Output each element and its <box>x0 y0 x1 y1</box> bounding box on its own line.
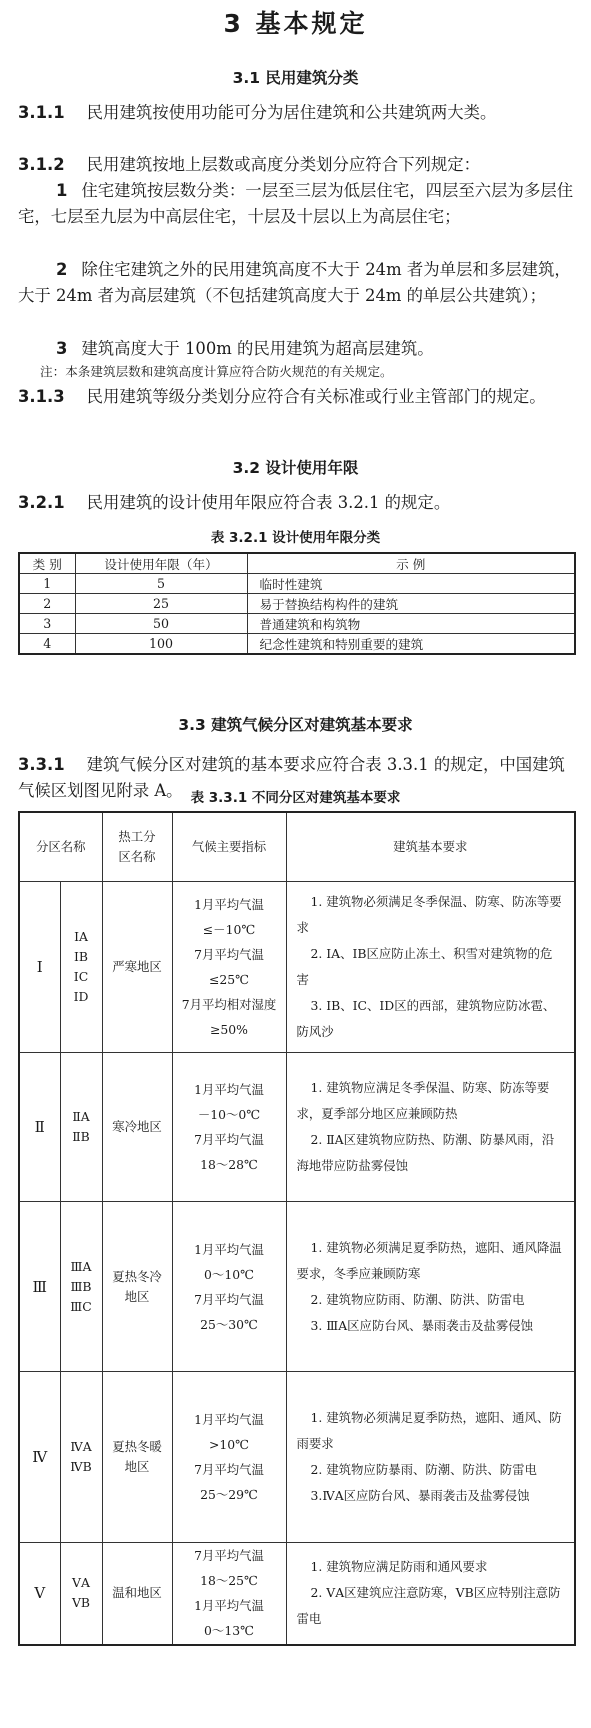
zone-name: Ⅲ <box>19 1202 60 1372</box>
clause-text: 民用建筑的设计使用年限应符合表 3.2.1 的规定。 <box>86 493 451 512</box>
item-number: 1 <box>56 181 68 200</box>
clause-number: 3.1.1 <box>18 103 65 122</box>
table-cell: 1 <box>19 574 75 594</box>
table-cell: 100 <box>75 634 247 655</box>
clause-3-2-1 <box>18 490 578 516</box>
clause-text: 民用建筑按使用功能可分为居住建筑和公共建筑两大类。 <box>86 103 497 122</box>
thermal-zone: 严寒地区 <box>102 882 172 1053</box>
table-row <box>19 1202 575 1372</box>
table-cell: 2 <box>19 594 75 614</box>
column-header: 示 例 <box>247 553 575 574</box>
table-row <box>19 594 575 614</box>
clause-number: 3.2.1 <box>18 493 65 512</box>
table-cell: 普通建筑和构筑物 <box>247 614 575 634</box>
clause-text: 建筑气候分区对建筑的基本要求应符合表 3.3.1 的规定，中国建筑气候区划图见附录 A。 <box>18 755 565 800</box>
requirements: 1. 建筑物必须满足冬季保温、防寒、防冻等要求 2. ⅠA、ⅠB区应防止冻土、积雪对建筑物的危害 3. ⅠB、ⅠC、ⅠD区的西部，建筑物应防冰雹、防风沙 <box>286 882 575 1053</box>
item-text: 住宅建筑按层数分类：一层至三层为低层住宅，四层至六层为多层住宅，七层至九层为中高层住宅，十层及十层以上为高层住宅； <box>18 181 574 226</box>
requirements: 1. 建筑物必须满足夏季防热，遮阳、通风降温要求，冬季应兼顾防寒 2. 建筑物应防雨、防潮、防洪、防雷电 3. ⅢA区应防台风、暴雨袭击及盐雾侵蚀 <box>286 1202 575 1372</box>
sub-zones: ⅣA ⅣB <box>60 1372 102 1543</box>
clause-3-1-2 <box>18 152 578 178</box>
column-header-requirements: 建筑基本要求 <box>286 812 575 882</box>
zone-name: Ⅰ <box>19 882 60 1053</box>
climate-indicators: 7月平均气温 18～25℃ 1月平均气温 0～13℃ <box>172 1543 286 1645</box>
list-item-2 <box>18 257 578 309</box>
section-3-2-title: 3.2 设计使用年限 <box>232 459 359 477</box>
table-row <box>19 1543 575 1645</box>
column-header-zone: 分区名称 <box>19 812 102 882</box>
column-header-climate: 气候主要指标 <box>172 812 286 882</box>
sub-zones: ⅠA ⅠB ⅠC ⅠD <box>60 882 102 1053</box>
thermal-zone: 夏热冬暖 地区 <box>102 1372 172 1543</box>
table-3-3-1-caption: 表 3.3.1 不同分区对建筑基本要求 <box>190 790 401 806</box>
sub-zones: ⅡA ⅡB <box>60 1053 102 1202</box>
item-text: 建筑高度大于 100m 的民用建筑为超高层建筑。 <box>81 339 434 358</box>
requirements: 1. 建筑物应满足防雨和通风要求 2. ⅤA区建筑应注意防寒，ⅤB区应特别注意防雷电 <box>286 1543 575 1645</box>
table-row <box>19 574 575 594</box>
sub-zones: ⅤA ⅤB <box>60 1543 102 1645</box>
clause-text: 民用建筑等级分类划分应符合有关标准或行业主管部门的规定。 <box>86 387 546 406</box>
list-item-1 <box>18 178 578 230</box>
table-cell: 3 <box>19 614 75 634</box>
table-3-3-1 <box>18 811 576 1646</box>
table-cell: 25 <box>75 594 247 614</box>
item-number: 3 <box>56 339 68 358</box>
chapter-title: 3 基本规定 <box>223 9 368 38</box>
table-cell: 50 <box>75 614 247 634</box>
climate-indicators: 1月平均气温 －10～0℃ 7月平均气温 18～28℃ <box>172 1053 286 1202</box>
table-cell: 临时性建筑 <box>247 574 575 594</box>
table-cell: 5 <box>75 574 247 594</box>
thermal-zone: 寒冷地区 <box>102 1053 172 1202</box>
table-cell: 纪念性建筑和特别重要的建筑 <box>247 634 575 655</box>
section-3-3-title: 3.3 建筑气候分区对建筑基本要求 <box>178 716 413 734</box>
column-header: 类 别 <box>19 553 75 574</box>
clause-number: 3.1.3 <box>18 387 65 406</box>
table-row <box>19 634 575 655</box>
list-item-3 <box>18 336 578 362</box>
item-number: 2 <box>56 260 68 279</box>
table-header-row <box>19 812 575 882</box>
climate-indicators: 1月平均气温 ≤－10℃ 7月平均气温 ≤25℃ 7月平均相对湿度 ≥50% <box>172 882 286 1053</box>
section-3-1-title: 3.1 民用建筑分类 <box>232 69 359 87</box>
table-3-2-1 <box>18 552 576 655</box>
clause-number: 3.3.1 <box>18 755 65 774</box>
clause-3-1-1 <box>18 100 578 126</box>
climate-indicators: 1月平均气温 0～10℃ 7月平均气温 25～30℃ <box>172 1202 286 1372</box>
thermal-zone: 温和地区 <box>102 1543 172 1645</box>
note: 注：本条建筑层数和建筑高度计算应符合防火规范的有关规定。 <box>40 364 393 379</box>
table-cell: 4 <box>19 634 75 655</box>
table-header-row <box>19 553 575 574</box>
table-cell: 易于替换结构构件的建筑 <box>247 594 575 614</box>
table-row <box>19 882 575 1053</box>
thermal-zone: 夏热冬冷 地区 <box>102 1202 172 1372</box>
table-row <box>19 1372 575 1543</box>
clause-number: 3.1.2 <box>18 155 65 174</box>
clause-3-1-3 <box>18 384 578 410</box>
item-text: 除住宅建筑之外的民用建筑高度不大于 24m 者为单层和多层建筑，大于 24m 者为高层建筑（不包括建筑高度大于 24m 的单层公共建筑）； <box>18 260 571 305</box>
table-row <box>19 614 575 634</box>
requirements: 1. 建筑物应满足冬季保温、防寒、防冻等要求，夏季部分地区应兼顾防热 2. ⅡA区建筑物应防热、防潮、防暴风雨，沿海地带应防盐雾侵蚀 <box>286 1053 575 1202</box>
climate-indicators: 1月平均气温 >10℃ 7月平均气温 25～29℃ <box>172 1372 286 1543</box>
zone-name: Ⅳ <box>19 1372 60 1543</box>
zone-name: Ⅱ <box>19 1053 60 1202</box>
zone-name: Ⅴ <box>19 1543 60 1645</box>
column-header-thermal: 热工分 区名称 <box>102 812 172 882</box>
table-3-2-1-caption: 表 3.2.1 设计使用年限分类 <box>210 530 381 546</box>
requirements: 1. 建筑物必须满足夏季防热，遮阳、通风、防雨要求 2. 建筑物应防暴雨、防潮、防洪、防雷电 3.ⅣA区应防台风、暴雨袭击及盐雾侵蚀 <box>286 1372 575 1543</box>
sub-zones: ⅢA ⅢB ⅢC <box>60 1202 102 1372</box>
clause-text: 民用建筑按地上层数或高度分类划分应符合下列规定： <box>86 155 481 174</box>
column-header: 设计使用年限（年） <box>75 553 247 574</box>
table-row <box>19 1053 575 1202</box>
